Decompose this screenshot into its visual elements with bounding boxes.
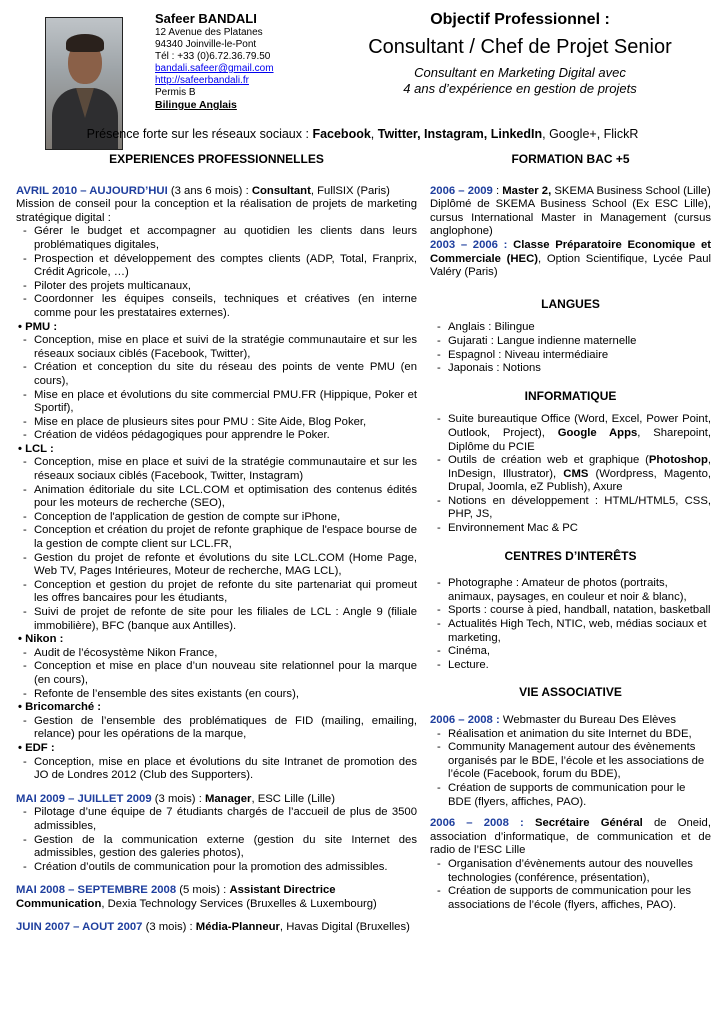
list-item: - Gujarati : Langue indienne maternelle (430, 335, 711, 349)
objective-title: Consultant / Chef de Projet Senior (368, 36, 672, 58)
candidate-name: Safeer BANDALI (155, 11, 257, 26)
list-item: - Coordonner les équipes conseils, techniques et créatives (en interne comme pour les prestataires externes). (16, 293, 417, 320)
client-bricomarche: • Bricomarché : (18, 701, 102, 714)
list-item: - Mise en place et évolutions du site commercial PMU.FR (Hippique, Poker et Sportif), (16, 389, 417, 416)
job-3-company: , Dexia Technology Services (Bruxelles & Luxembourg) (101, 897, 377, 910)
it-2-strong-b: CMS (563, 467, 589, 480)
job-3-period: MAI 2008 – SEPTEMBRE 2008 (16, 884, 177, 897)
list-item: - Conception et création du projet de refonte graphique de l'espace bourse de la gestion de compte client sur LCL.FR, (16, 524, 417, 551)
phone-number: Tél : +33 (0)6.72.36.79.50 (155, 51, 271, 62)
education-1 (430, 185, 711, 199)
associative-1-role: Webmaster du Bureau Des Elèves (499, 714, 676, 726)
associative-2-period: 2006 – 2008 : (430, 817, 524, 830)
job-1-period: AVRIL 2010 – AUJOURD’HUI (16, 184, 168, 197)
client-pmu-list (16, 334, 417, 443)
social-strong-1: Facebook (312, 127, 371, 141)
list-item: - Conception, mise en place et évolutions du site Intranet de promotion des JO de Londres 2012 (Club des Supporters). (16, 756, 417, 783)
job-2-role: Manager (204, 792, 252, 805)
list-item: - Sports : course à pied, handball, natation, basketball (430, 604, 711, 618)
list-item: - Conception, mise en place et suivi de la stratégie communautaire et sur les réseaux sociaux ciblés (Facebook, Twitter), (16, 334, 417, 361)
it-1-text: Suite bureautique Office (Word, Excel, Power Point, Outlook, Project), (448, 413, 711, 439)
side-column (430, 153, 711, 912)
objective-line-1: Consultant en Marketing Digital avec (414, 65, 626, 80)
list-item: - Animation éditoriale du site LCL.COM et optimisation des contenus édités pour les moteurs de recherche (SEO), (16, 484, 417, 511)
job-1-list (16, 225, 417, 320)
job-4-period: JUIN 2007 – AOUT 2007 (16, 921, 143, 934)
job-2-company: , ESC Lille (Lille) (251, 792, 335, 805)
list-item: - Japonais : Notions (430, 362, 711, 376)
languages-list (430, 321, 711, 375)
list-item: - Environnement Mac & PC (430, 522, 711, 536)
list-item: - Prospection et développement des comptes clients (ADP, Total, Franprix, Crédit Agricole, …) (16, 253, 417, 280)
list-item: - Notions en développement : HTML/HTML5, CSS, PHP, JS, (430, 495, 711, 522)
list-item: - Réalisation et animation du site Internet du BDE, (430, 728, 711, 742)
list-item: - Pilotage d’une équipe de 7 étudiants chargés de l’accueil de plus de 3500 admissibles, (16, 806, 417, 833)
objective-heading: Objectif Professionnel : (430, 11, 610, 28)
list-item: - Photographe : Amateur de photos (portraits, animaux, paysages, en couleur et noir & blanc), (430, 577, 711, 604)
social-sep: , (370, 127, 378, 141)
job-1-role: Consultant (251, 184, 311, 197)
it-1-strong: Google Apps (557, 426, 638, 439)
job-3-header (16, 884, 417, 911)
education-1-desc: Diplômé de SKEMA Business School (Ex ESC Lille), cursus International Master in Management (cursus anglophone) (430, 198, 711, 238)
list-item: - Conception et mise en place d’un nouveau site relationnel pour la marque (en cours), (16, 660, 417, 687)
list-item: - Actualités High Tech, NTIC, web, médias sociaux et marketing, (430, 618, 711, 645)
it-2-text-b: , InDesign, Illustrator), (448, 454, 711, 480)
education-2-period: 2003 – 2006 : (430, 238, 508, 251)
list-item: - Conception, mise en place et suivi de la stratégie communautaire et sur les réseaux sociaux ciblés (Facebook, Twitter, Instagram) (16, 456, 417, 483)
associative-2-list (430, 858, 711, 912)
list-item: - Création de supports de communication pour le BDE (flyers, affiches, PAO). (430, 782, 711, 809)
job-2-duration: (3 mois) : (151, 792, 205, 805)
job-4-company: , Havas Digital (Bruxelles) (279, 921, 410, 934)
interests-list (430, 577, 711, 672)
education-2-school: , Option Scientifique, Lycée Paul Valéry (Paris) (430, 252, 712, 279)
list-item: - Piloter des projets multicanaux, (16, 280, 417, 294)
associative-1-period: 2006 – 2008 : (430, 714, 500, 726)
associative-heading: VIE ASSOCIATIVE (519, 685, 622, 700)
it-2-text: Outils de création web et graphique ( (448, 454, 649, 467)
list-item: - Mise en place de plusieurs sites pour PMU : Site Aide, Blog Poker, (16, 416, 417, 430)
job-4-header (16, 921, 417, 935)
social-prefix: Présence forte sur les réseaux sociaux : (86, 127, 313, 141)
list-item: - Refonte de l’ensemble des sites existants (en cours), (16, 688, 417, 702)
address-line-1: 12 Avenue des Platanes (155, 27, 263, 38)
associative-2-role: Secrétaire Général (523, 817, 643, 830)
list-item: - Gestion de la communication externe (gestion du site Internet des admissibles, gestion des galeries photos), (16, 834, 417, 861)
client-bricomarche-list (16, 715, 417, 742)
list-item (430, 454, 711, 495)
list-item: - Création d’outils de communication pour la promotion des admissibles. (16, 861, 417, 875)
list-item: - Suivi de projet de refonte de site pour les filiales de LCL : Angle 9 (filiale immobilière), BFC (banque aux Antilles). (16, 606, 417, 633)
list-item: - Gérer le budget et accompagner au quotidien les clients dans leurs problématiques digitales, (16, 225, 417, 252)
education-heading: FORMATION BAC +5 (511, 152, 630, 166)
client-edf-list (16, 756, 417, 783)
client-edf: • EDF : (18, 741, 55, 754)
client-nikon: • Nikon : (18, 633, 64, 646)
list-item: - Création de supports de communication pour les associations de l’école (flyers, affiches, PAO). (430, 885, 711, 912)
associative-1-list (430, 728, 711, 810)
job-3-duration: (5 mois) : (176, 884, 230, 897)
list-item: - Conception et gestion du projet de refonte du site partenariat qui promeut les offres bancaires pour les étudiants, (16, 579, 417, 606)
client-nikon-list (16, 647, 417, 701)
list-item: - Organisation d’évènements autour des nouvelles technologies (conférence, présentation), (430, 858, 711, 885)
job-1-company: , FullSIX (Paris) (310, 184, 390, 197)
languages-heading: LANGUES (541, 296, 600, 311)
associative-2-header (430, 817, 711, 858)
list-item: - Espagnol : Niveau intermédiaire (430, 349, 711, 363)
list-item (430, 413, 711, 454)
job-2-list (16, 806, 417, 874)
it-2-strong: Photoshop (648, 454, 708, 467)
list-item: - Lecture. (430, 659, 711, 673)
education-1-title: Master 2, (502, 184, 552, 197)
experience-column (16, 153, 417, 935)
social-rest: , Google+, FlickR (542, 127, 639, 141)
driving-license: Permis B (155, 87, 196, 98)
list-item: - Gestion de l’ensemble des problématiques de FID (mailing, emailing, relance) pour les opérations de la marque, (16, 715, 417, 742)
list-item: - Cinéma, (430, 645, 711, 659)
social-networks-line (0, 127, 725, 142)
job-2-period: MAI 2009 – JUILLET 2009 (16, 792, 152, 805)
associative-1-header (430, 714, 711, 728)
list-item: - Création de vidéos pédagogiques pour apprendre le Poker. (16, 429, 417, 443)
email-link[interactable]: bandali.safeer@gmail.com (155, 63, 274, 74)
education-1-period: 2006 – 2009 (430, 184, 493, 197)
social-strong-2: Twitter, Instagram, LinkedIn (377, 127, 543, 141)
interests-heading: CENTRES D’INTERÊTS (504, 548, 637, 563)
job-1-intro: Mission de conseil pour la conception et la réalisation de projets de marketing stratégique digital : (16, 198, 417, 224)
education-1-school: SKEMA Business School (Lille) (551, 184, 711, 197)
website-link[interactable]: http://safeerbandali.fr (155, 75, 249, 86)
objective-line-2: 4 ans d’expérience en gestion de projets (403, 81, 637, 96)
list-item: - Community Management autour des évènements organisés par le BDE, l’école et les associations de l’école (Facebook, forum du BDE), (430, 741, 711, 782)
list-item: - Création et conception du site du réseau des points de vente PMU (en cours), (16, 361, 417, 388)
education-2 (430, 239, 711, 280)
it-1-rest: , Sharepoint, Diplôme du PCIE (448, 426, 711, 453)
job-1-header (16, 185, 417, 199)
list-item: - Audit de l’écosystème Nikon France, (16, 647, 417, 661)
it-heading: INFORMATIQUE (524, 388, 617, 403)
client-pmu: • PMU : (18, 320, 58, 333)
list-item: - Conception de l'application de gestion de compte sur iPhone, (16, 511, 417, 525)
associative-2-rest: de Oneid, association d’informatique, de communication et de radio de l’ESC Lille (430, 817, 711, 857)
education-1-sep: : (492, 184, 503, 197)
job-4-role: Média-Planneur (195, 921, 280, 934)
job-4-duration: (3 mois) : (142, 921, 196, 934)
experience-heading: EXPERIENCES PROFESSIONNELLES (109, 152, 324, 166)
list-item: - Gestion du projet de refonte et évolutions du site LCL.COM (Home Page, Web TV, Pages Intérieures, Moteur de recherche, MAG LCL), (16, 552, 417, 579)
job-1-duration: (3 ans 6 mois) : (167, 184, 252, 197)
it-list (430, 413, 711, 535)
education-2-title: Classe Préparatoire Economique et Commerciale (HEC) (430, 238, 711, 265)
client-lcl: • LCL : (18, 442, 54, 455)
address-line-2: 94340 Joinville-le-Pont (155, 39, 257, 50)
list-item: - Anglais : Bilingue (430, 321, 711, 335)
job-2-header (16, 793, 417, 807)
job-3-role: Assistant Directrice Communication (16, 884, 336, 910)
client-lcl-list (16, 456, 417, 633)
objective-block (335, 10, 705, 97)
it-2-rest: (Wordpress, Magento, Drupal, Joomla, eZ Publish), Axure (448, 467, 711, 494)
contact-block (155, 11, 325, 111)
language-level: Bilingue Anglais (155, 99, 237, 111)
